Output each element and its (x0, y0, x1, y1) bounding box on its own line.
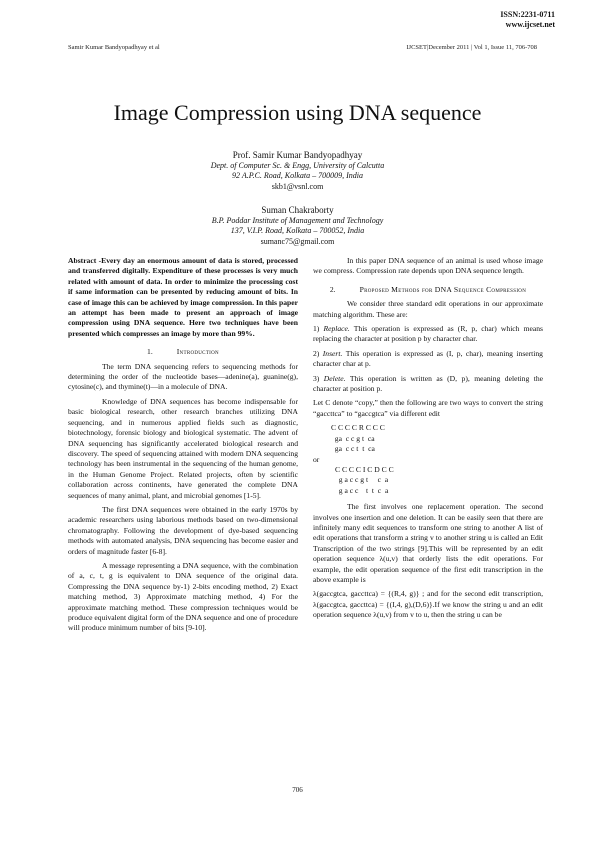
author-affiliation: Dept. of Computer Sc. & Engg, University of Calcutta (210, 160, 385, 170)
paper-title: Image Compression using DNA sequence (113, 100, 482, 125)
body-paragraph: Knowledge of DNA sequences has become indispensable for basic biological research, other research branches utilizing DNA sequencing, and in numerous applied fields such as diagnostic, biotechnology, forensic biology and biological systematic. The advent of DNA sequencing has significantly accelerated biological research and discovery. The speed of sequencing attained with modern DNA sequencing technology has been instrumental in the sequencing of the human genome, in the Human Genome Project. Related projects, often by scientific collaboration across continents, have generated the complete DNA sequences of many animal, plant, and microbial genomes [1-5]. (68, 396, 298, 500)
source-string-line: g a c c t t c a (335, 485, 389, 495)
edit-sequence-example-2 (335, 465, 543, 496)
journal-site: www.ijcset.net (505, 20, 555, 29)
author-email: sumanc75@gmail.com (260, 236, 335, 246)
author-affiliation: B.P. Poddar Institute of Management and Technology (211, 215, 384, 225)
source-string-line: ga c c t t ca (331, 444, 375, 454)
or-separator: or (313, 454, 320, 464)
running-header-journal: IJCSET|December 2011 | Vol 1, Issue 11, 706-708 (406, 44, 537, 51)
issn-text: ISSN:2231-0711 (500, 10, 555, 19)
body-paragraph: The first involves one replacement operation. The second involves one insertion and one deletion. It can be easily seen that there are infinitely many edit sequences to transform one string to another A list of edit operations that transform a string v to another string u is called an Edit Transcription of the two strings [9].This will be represented by an edit operation sequence λ(u,v) that orderly lists the edit operations. For example, the edit operation sequence of the first edit transcription in the above example is (313, 502, 543, 584)
body-paragraph: In this paper DNA sequence of an animal is used whose image we compress. Compression rate depends upon DNA sequence length. (313, 256, 543, 276)
issn-block (500, 10, 555, 30)
author-address: 92 A.P.C. Road, Kolkata – 700009, India (231, 171, 364, 180)
author-name: Suman Chakraborty (261, 205, 334, 215)
body-paragraph: λ(gaccgtca, gaccttca) = {(R,4, g)} ; and for the second edit transcription, λ(gaccgtca, gaccttca) = {(I,4, g),(D,6)}.If we know the string u and an edit operation sequence λ(u,v) from v to u, then the string u can be (313, 589, 543, 620)
body-paragraph: The term DNA sequencing refers to sequencing methods for determining the order of the nucleotide bases—adenine(a), guanine(g), cytosine(c), and thymine(t)—in a molecule of DNA. (68, 361, 298, 392)
section-number: 2. (329, 284, 336, 294)
body-paragraph: Let C denote “copy,” then the following are two ways to convert the string “gaccttca” to “gaccgtca” via different edit (313, 398, 543, 418)
abstract: Abstract -Every day an enormous amount of data is stored, processed and transferred digitally. Expenditure of these processes is very much related with amount of data. In order to minimize the processing cost if same information can be presented by reducing amount of bits. In case of image this can be achieved by image compression. In this paper an attempt has been made to present an approach of image compression using DNA sequence. Here two techniques have been presented which compresses an image by more than 99%. (68, 256, 298, 338)
section-title: Introduction (176, 347, 219, 357)
page-number: 706 (292, 786, 303, 794)
section-heading-methods (313, 285, 543, 295)
body-paragraph: The first DNA sequences were obtained in the early 1970s by academic researchers using laborious methods based on two-dimensional chromatography. Following the development of dye-based sequencing methods with automated analysis, DNA sequencing has become easier and orders of magnitude faster [6-8]. (68, 504, 298, 556)
right-column (313, 256, 543, 625)
edit-sequence-example-1 (331, 423, 543, 454)
target-string-line: ga c c g t ca (331, 433, 375, 443)
edit-operation-delete: 3) Delete. This operation is written as (D, p), meaning deleting the character at position p. (313, 373, 543, 394)
edit-ops-line: C C C C I C D C C (335, 464, 394, 474)
author-address: 137, V.I.P. Road, Kolkata – 700052, India (230, 226, 365, 235)
section-number: 1. (147, 347, 153, 357)
running-header-authors: Samir Kumar Bandyopadhyay et al (68, 44, 160, 51)
section-title: Proposed Methods for DNA Sequence Compression (359, 284, 527, 294)
author-block (0, 150, 595, 247)
edit-operation-replace: 1) Replace. This operation is expressed as (R, p, char) which means replacing the character at position p by character char. (313, 324, 543, 344)
left-column (68, 256, 298, 638)
body-paragraph: A message representing a DNA sequence, with the combination of a, c, t, g is equivalent to DNA sequence of the original data. Compressing the DNA sequence by-1) 2-bits encoding method, 2) Exact matching method, 3) Approximate matching method, 4) For the approximate matching method. These compression techniques would be produce equivalent digital form of the DNA sequence and one of procedure will produce minimum number of bits [9-10]. (68, 560, 298, 633)
edit-ops-line: C C C C R C C C (331, 423, 385, 433)
author-name: Prof. Samir Kumar Bandyopadhyay (232, 150, 363, 160)
body-paragraph: We consider three standard edit operations in our approximate matching algorithm. These are: (313, 299, 543, 319)
edit-operation-insert: 2) Insert. This operation is expressed as (I, p, char), meaning inserting character char at p. (313, 348, 543, 369)
section-heading-introduction (68, 347, 298, 357)
target-string-line: g a c c g t c a (335, 475, 389, 485)
author-email: skb1@vsnl.com (271, 181, 324, 191)
